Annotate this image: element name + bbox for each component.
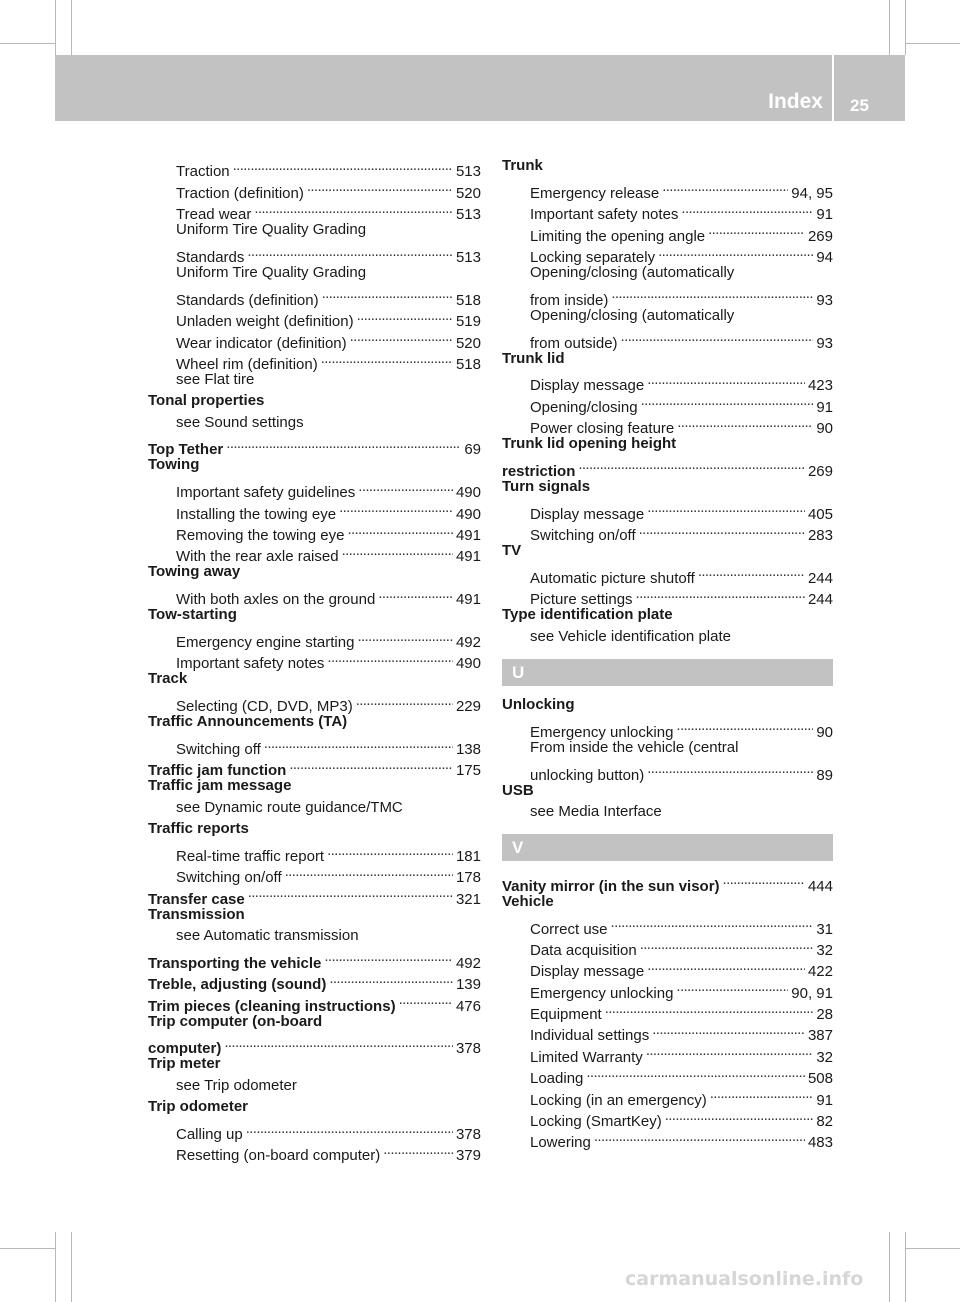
entry-text: Unladen weight (definition) xyxy=(176,313,354,331)
entry-text: Traction (definition) xyxy=(176,184,304,202)
index-entry xyxy=(148,1032,481,1058)
entry-text: Trunk xyxy=(502,157,543,174)
watermark: carmanualsonline.info xyxy=(625,1268,864,1290)
index-subentry xyxy=(502,176,833,202)
crop-mark xyxy=(905,1248,960,1249)
entry-text: Type identification plate xyxy=(502,606,673,624)
leader-dots xyxy=(708,219,805,240)
header-divider xyxy=(832,55,834,121)
index-subentry xyxy=(148,626,481,651)
entry-text: Power closing feature xyxy=(530,420,675,438)
crop-mark xyxy=(905,43,960,44)
index-entry xyxy=(502,476,833,497)
index-entry xyxy=(502,694,833,715)
entry-text: Trip computer (on-board xyxy=(148,1012,323,1030)
entry-page: 387 xyxy=(807,1027,833,1045)
index-subentry xyxy=(502,758,833,784)
leader-dots xyxy=(652,1019,805,1040)
entry-page: 269 xyxy=(807,462,833,480)
entry-text: With the rear axle raised xyxy=(176,548,339,566)
index-subentry xyxy=(148,733,481,758)
leader-dots xyxy=(647,497,805,518)
index-subentry xyxy=(148,219,481,240)
entry-text: Switching off xyxy=(176,740,261,758)
entry-page: 139 xyxy=(455,976,481,994)
index-subentry xyxy=(148,583,481,609)
entry-page: 490 xyxy=(455,655,481,673)
entry-text: Important safety notes xyxy=(176,655,325,673)
entry-text: Trunk lid opening height xyxy=(502,435,677,453)
index-subentry xyxy=(502,561,833,587)
entry-text: Standards (definition) xyxy=(176,291,319,309)
leader-dots xyxy=(665,1105,814,1126)
index-entry xyxy=(148,904,481,925)
entry-page: 31 xyxy=(816,920,833,938)
index-subentry xyxy=(502,715,833,741)
index-column-left xyxy=(148,155,481,1165)
entry-page: 483 xyxy=(807,1134,833,1152)
index-entry xyxy=(148,818,481,839)
entry-page: 82 xyxy=(816,1113,833,1131)
index-entry xyxy=(148,390,481,411)
index-subentry xyxy=(148,690,481,716)
entry-page: 423 xyxy=(807,377,833,395)
index-entry xyxy=(148,775,481,796)
entry-page: 138 xyxy=(455,740,481,758)
entry-text: Trunk lid xyxy=(502,349,565,367)
entry-text: Installing the towing eye xyxy=(176,505,337,523)
leader-dots xyxy=(621,326,814,347)
entry-text: Wear indicator (definition) xyxy=(176,334,347,352)
entry-page: 492 xyxy=(455,633,481,651)
entry-text: unlocking button) xyxy=(530,766,645,784)
leader-dots xyxy=(676,715,813,736)
entry-text: computer) xyxy=(148,1040,222,1058)
entry-text: Important safety notes xyxy=(530,206,679,224)
index-entry xyxy=(148,711,481,732)
crop-mark xyxy=(0,1248,55,1249)
leader-dots xyxy=(285,861,453,882)
index-subentry xyxy=(148,840,481,865)
entry-text: Tow-starting xyxy=(148,606,237,624)
entry-text: Correct use xyxy=(530,920,608,938)
leader-dots xyxy=(233,155,453,176)
leader-dots xyxy=(646,1040,814,1061)
leader-dots xyxy=(647,758,813,779)
entry-text: Transporting the vehicle xyxy=(148,954,322,972)
index-subentry xyxy=(148,476,481,502)
page-number: 25 xyxy=(850,96,869,115)
leader-dots xyxy=(226,433,461,454)
entry-page: 90 xyxy=(816,723,833,741)
entry-text: Uniform Tire Quality Grading xyxy=(176,221,367,239)
entry-text: Data acquisition xyxy=(530,941,637,959)
leader-dots xyxy=(357,626,453,647)
index-entry xyxy=(502,433,833,454)
entry-text: Vanity mirror (in the sun visor) xyxy=(502,877,720,895)
leader-dots xyxy=(611,283,813,304)
entry-page: 175 xyxy=(455,762,481,780)
entry-page: 476 xyxy=(455,997,481,1015)
entry-text: With both axles on the ground xyxy=(176,591,376,609)
entry-text: from inside) xyxy=(530,291,609,309)
entry-page: 444 xyxy=(807,877,833,895)
entry-text: Calling up xyxy=(176,1125,243,1143)
leader-dots xyxy=(357,305,453,326)
entry-text: Display message xyxy=(530,377,645,395)
leader-dots xyxy=(677,412,813,433)
index-subentry xyxy=(502,305,833,326)
crop-mark xyxy=(905,1232,906,1302)
leader-dots xyxy=(327,647,453,668)
index-subentry xyxy=(502,369,833,395)
entry-text: Opening/closing (automatically xyxy=(530,263,735,281)
entry-page: 269 xyxy=(807,227,833,245)
entry-page: 519 xyxy=(455,313,481,331)
entry-text: see Sound settings xyxy=(176,413,304,431)
entry-text: Standards xyxy=(176,248,245,266)
entry-page: 321 xyxy=(455,890,481,908)
index-subentry xyxy=(502,801,833,822)
leader-dots xyxy=(647,369,805,390)
entry-text: From inside the vehicle (central xyxy=(530,738,739,756)
leader-dots xyxy=(329,968,453,989)
leader-dots xyxy=(224,1032,453,1053)
index-entry xyxy=(502,869,833,895)
entry-text: Display message xyxy=(530,963,645,981)
leader-dots xyxy=(594,1126,805,1147)
leader-dots xyxy=(358,476,453,497)
entry-page: 490 xyxy=(455,484,481,502)
leader-dots xyxy=(586,1062,805,1083)
index-subentry xyxy=(148,412,481,433)
entry-text: Switching on/off xyxy=(530,527,636,545)
entry-text: Automatic picture shutoff xyxy=(530,569,695,587)
entry-text: Towing xyxy=(148,456,200,474)
leader-dots xyxy=(342,540,453,561)
entry-page: 520 xyxy=(455,334,481,352)
entry-text: Tread wear xyxy=(176,206,252,224)
entry-page: 91 xyxy=(816,1091,833,1109)
entry-text: Vehicle xyxy=(502,892,554,910)
entry-text: Real-time traffic report xyxy=(176,847,325,865)
entry-text: Emergency release xyxy=(530,184,660,202)
index-entry xyxy=(148,946,481,972)
entry-text: Traffic reports xyxy=(148,820,249,838)
entry-text: see Dynamic route guidance/TMC xyxy=(176,798,403,816)
crop-mark xyxy=(905,0,906,55)
index-subentry xyxy=(148,925,481,946)
index-subentry xyxy=(502,262,833,283)
entry-text: Turn signals xyxy=(502,477,591,495)
crop-mark xyxy=(889,0,890,55)
index-entry xyxy=(148,454,481,475)
entry-text: Display message xyxy=(530,505,645,523)
entry-text: Treble, adjusting (sound) xyxy=(148,976,327,994)
leader-dots xyxy=(611,912,814,933)
leader-dots xyxy=(356,690,453,711)
entry-page: 491 xyxy=(455,548,481,566)
index-subentry xyxy=(502,497,833,523)
entry-text: Traffic jam message xyxy=(148,777,292,795)
leader-dots xyxy=(636,583,805,604)
entry-text: see Vehicle identification plate xyxy=(530,627,731,645)
section-header-u: U xyxy=(502,659,833,686)
entry-text: Loading xyxy=(530,1070,584,1088)
entry-text: from outside) xyxy=(530,334,618,352)
entry-text: Individual settings xyxy=(530,1027,650,1045)
crop-mark xyxy=(55,1232,56,1302)
entry-text: Transmission xyxy=(148,905,245,923)
entry-text: see Flat tire xyxy=(176,370,255,388)
entry-page: 518 xyxy=(455,291,481,309)
index-entry xyxy=(502,604,833,625)
entry-text: restriction xyxy=(502,462,576,480)
entry-page: 90 xyxy=(816,420,833,438)
entry-text: Locking (SmartKey) xyxy=(530,1113,662,1131)
entry-page: 229 xyxy=(455,698,481,716)
entry-text: Trim pieces (cleaning instructions) xyxy=(148,997,396,1015)
entry-text: Emergency unlocking xyxy=(530,723,674,741)
crop-mark xyxy=(71,1232,72,1302)
entry-page: 93 xyxy=(816,334,833,352)
crop-mark xyxy=(0,43,55,44)
leader-dots xyxy=(322,283,453,304)
entry-page: 491 xyxy=(455,591,481,609)
entry-page: 32 xyxy=(816,1048,833,1066)
leader-dots xyxy=(383,1139,453,1160)
leader-dots xyxy=(662,176,788,197)
leader-dots xyxy=(378,583,453,604)
entry-text: USB xyxy=(502,781,534,799)
index-subentry xyxy=(148,1075,481,1096)
entry-text: Limiting the opening angle xyxy=(530,227,706,245)
leader-dots xyxy=(578,454,805,475)
entry-page: 93 xyxy=(816,291,833,309)
entry-page: 518 xyxy=(455,355,481,373)
entry-page: 244 xyxy=(807,569,833,587)
entry-text: Towing away xyxy=(148,563,241,581)
entry-text: Emergency engine starting xyxy=(176,633,355,651)
entry-text: see Media Interface xyxy=(530,802,662,820)
entry-page: 283 xyxy=(807,527,833,545)
leader-dots xyxy=(639,519,805,540)
leader-dots xyxy=(327,840,453,861)
leader-dots xyxy=(658,241,813,262)
entry-text: see Trip odometer xyxy=(176,1076,297,1094)
leader-dots xyxy=(350,326,453,347)
index-subentry xyxy=(502,626,833,647)
entry-page: 91 xyxy=(816,398,833,416)
leader-dots xyxy=(710,1083,814,1104)
index-subentry xyxy=(502,326,833,352)
entry-text: Wheel rim (definition) xyxy=(176,355,318,373)
entry-page: 378 xyxy=(455,1125,481,1143)
index-subentry xyxy=(148,797,481,818)
section-header-v: V xyxy=(502,834,833,861)
entry-text: Transfer case xyxy=(148,890,245,908)
crop-mark xyxy=(889,1232,890,1302)
entry-page: 513 xyxy=(455,248,481,266)
index-column-right xyxy=(502,155,833,1152)
entry-text: Trip odometer xyxy=(148,1098,249,1116)
index-subentry xyxy=(148,155,481,181)
entry-page: 90, 91 xyxy=(791,984,833,1002)
leader-dots xyxy=(647,955,805,976)
entry-text: Lowering xyxy=(530,1134,591,1152)
entry-page: 491 xyxy=(455,527,481,545)
entry-page: 422 xyxy=(807,963,833,981)
entry-page: 91 xyxy=(816,206,833,224)
crop-mark xyxy=(55,0,56,55)
entry-text: Selecting (CD, DVD, MP3) xyxy=(176,698,353,716)
entry-page: 32 xyxy=(816,941,833,959)
index-subentry xyxy=(502,283,833,309)
leader-dots xyxy=(264,733,453,754)
entry-page: 94 xyxy=(816,248,833,266)
index-entry xyxy=(502,454,833,480)
entry-text: Opening/closing (automatically xyxy=(530,306,735,324)
leader-dots xyxy=(246,1118,453,1139)
entry-page: 89 xyxy=(816,766,833,784)
entry-text: Track xyxy=(148,670,188,688)
entry-text: Traffic Announcements (TA) xyxy=(148,713,348,731)
entry-text: Trip meter xyxy=(148,1055,221,1073)
entry-page: 508 xyxy=(807,1070,833,1088)
entry-text: Switching on/off xyxy=(176,869,282,887)
entry-text: Important safety guidelines xyxy=(176,484,356,502)
leader-dots xyxy=(399,989,453,1010)
leader-dots xyxy=(698,561,805,582)
leader-dots xyxy=(681,198,813,219)
leader-dots xyxy=(676,976,788,997)
index-subentry xyxy=(148,283,481,309)
entry-page: 405 xyxy=(807,505,833,523)
entry-page: 244 xyxy=(807,591,833,609)
leader-dots xyxy=(324,946,453,967)
index-entry xyxy=(502,348,833,369)
entry-text: Resetting (on-board computer) xyxy=(176,1147,381,1165)
entry-page: 181 xyxy=(455,847,481,865)
index-subentry xyxy=(502,737,833,758)
entry-text: Unlocking xyxy=(502,695,575,713)
index-entry xyxy=(502,155,833,176)
leader-dots xyxy=(254,198,453,219)
index-subentry xyxy=(148,262,481,283)
leader-dots xyxy=(339,497,453,518)
entry-text: Picture settings xyxy=(530,591,633,609)
entry-page: 513 xyxy=(455,206,481,224)
entry-page: 492 xyxy=(455,954,481,972)
entry-text: Opening/closing xyxy=(530,398,638,416)
entry-text: Uniform Tire Quality Grading xyxy=(176,263,367,281)
leader-dots xyxy=(605,998,814,1019)
leader-dots xyxy=(247,241,453,262)
leader-dots xyxy=(640,934,814,955)
index-entry xyxy=(148,1096,481,1117)
index-entry xyxy=(148,433,481,459)
entry-page: 28 xyxy=(816,1006,833,1024)
entry-text: TV xyxy=(502,542,522,560)
entry-page: 69 xyxy=(464,441,481,459)
entry-text: see Automatic transmission xyxy=(176,927,359,945)
entry-text: Traffic jam function xyxy=(148,762,287,780)
page-title: Index xyxy=(768,90,823,113)
leader-dots xyxy=(307,176,453,197)
entry-text: Top Tether xyxy=(148,441,224,459)
entry-text: Traction xyxy=(176,163,230,181)
entry-text: Equipment xyxy=(530,1006,602,1024)
index-subentry xyxy=(502,912,833,938)
leader-dots xyxy=(641,390,814,411)
leader-dots xyxy=(723,869,805,890)
entry-page: 94, 95 xyxy=(791,184,833,202)
leader-dots xyxy=(347,519,453,540)
index-entry xyxy=(148,1053,481,1074)
entry-page: 490 xyxy=(455,505,481,523)
entry-text: Emergency unlocking xyxy=(530,984,674,1002)
entry-text: Limited Warranty xyxy=(530,1048,643,1066)
entry-text: Locking separately xyxy=(530,248,656,266)
index-subentry xyxy=(148,241,481,266)
leader-dots xyxy=(289,754,453,775)
entry-page: 378 xyxy=(455,1040,481,1058)
crop-mark xyxy=(71,0,72,55)
entry-text: Tonal properties xyxy=(148,392,265,410)
entry-page: 178 xyxy=(455,869,481,887)
leader-dots xyxy=(248,882,453,903)
entry-text: Locking (in an emergency) xyxy=(530,1091,707,1109)
entry-page: 513 xyxy=(455,163,481,181)
entry-page: 379 xyxy=(455,1147,481,1165)
index-subentry xyxy=(148,1118,481,1143)
leader-dots xyxy=(321,348,453,369)
index-entry xyxy=(148,1011,481,1032)
entry-text: Removing the towing eye xyxy=(176,527,345,545)
entry-page: 520 xyxy=(455,184,481,202)
